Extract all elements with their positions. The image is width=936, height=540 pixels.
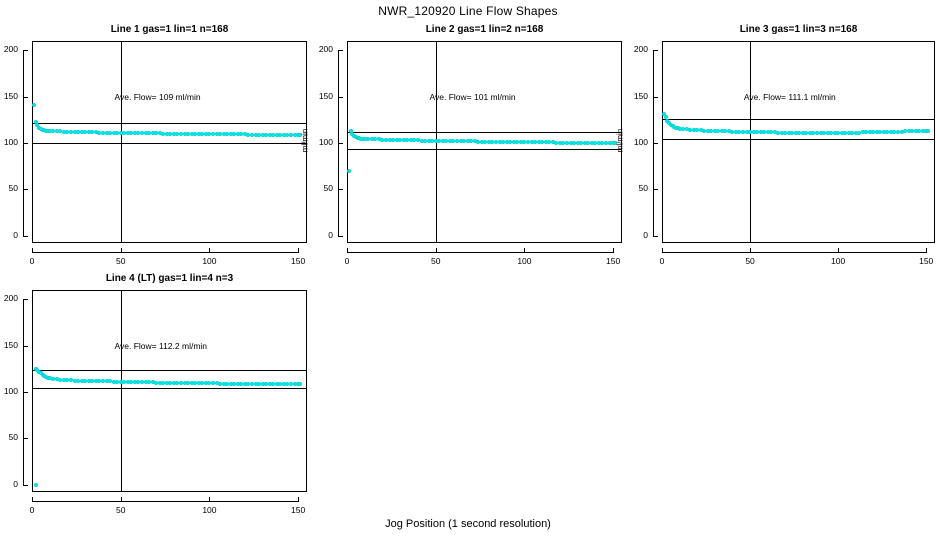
ave-flow-annotation: Ave. Flow= 111.1 ml/min xyxy=(743,91,836,102)
y-tick-label: 200 xyxy=(3,44,18,55)
ave-flow-annotation: Ave. Flow= 109 ml/min xyxy=(114,91,201,102)
y-tick-mark xyxy=(23,392,28,393)
y-tick-mark xyxy=(23,299,28,300)
x-tick-label: 100 xyxy=(202,256,217,266)
x-axis-line xyxy=(32,501,298,502)
x-tick-label: 100 xyxy=(517,256,532,266)
x-tick-mark xyxy=(209,497,210,502)
x-tick-label: 150 xyxy=(291,256,306,266)
x-tick-label: 0 xyxy=(659,256,665,266)
ave-flow-annotation: Ave. Flow= 101 ml/min xyxy=(429,91,516,102)
y-tick-label: 150 xyxy=(633,90,648,101)
y-tick-mark xyxy=(23,438,28,439)
y-tick-label: 200 xyxy=(3,293,18,304)
x-tick-mark xyxy=(32,497,33,502)
y-tick-label: 0 xyxy=(13,478,18,489)
data-point xyxy=(34,483,38,487)
x-tick-label: 50 xyxy=(745,256,755,266)
x-tick-label: 150 xyxy=(291,505,306,515)
x-tick-label: 50 xyxy=(115,505,126,515)
y-tick-label: 50 xyxy=(638,183,648,194)
y-tick-mark xyxy=(23,346,28,347)
y-tick-label: 50 xyxy=(323,183,333,194)
x-tick-label: 150 xyxy=(606,256,621,266)
reference-hline xyxy=(32,388,307,389)
chart-title: Line 3 gas=1 lin=3 n=168 xyxy=(739,24,858,35)
x-tick-label: 0 xyxy=(344,256,350,266)
y-axis-label: ml/min xyxy=(615,128,625,153)
y-tick-label: 100 xyxy=(318,136,333,147)
x-tick-label: 50 xyxy=(115,256,126,266)
y-tick-mark xyxy=(23,485,28,486)
x-tick-label: 100 xyxy=(202,505,217,515)
chart-title: Line 2 gas=1 lin=2 n=168 xyxy=(425,24,544,35)
y-axis-label: ml/min xyxy=(300,128,310,153)
x-tick-label: 0 xyxy=(29,256,35,266)
y-tick-label: 0 xyxy=(328,229,333,240)
x-tick-label: 150 xyxy=(919,256,934,266)
x-tick-label: 0 xyxy=(29,505,35,515)
x-tick-label: 50 xyxy=(430,256,441,266)
y-tick-label: 200 xyxy=(318,44,333,55)
page-title: NWR_120920 Line Flow Shapes xyxy=(378,4,558,18)
x-tick-mark xyxy=(121,497,122,502)
y-tick-label: 50 xyxy=(8,432,18,443)
data-point xyxy=(298,382,302,386)
reference-vline xyxy=(121,290,122,492)
reference-hline xyxy=(32,370,307,371)
ave-flow-annotation: Ave. Flow= 112.2 ml/min xyxy=(114,340,208,351)
y-tick-label: 150 xyxy=(3,339,18,350)
y-tick-label: 150 xyxy=(3,90,18,101)
x-tick-mark xyxy=(298,497,299,502)
y-tick-label: 100 xyxy=(3,385,18,396)
chart-title: Line 1 gas=1 lin=1 n=168 xyxy=(110,24,229,35)
y-tick-label: 50 xyxy=(8,183,18,194)
y-tick-label: 100 xyxy=(633,136,648,147)
y-tick-label: 200 xyxy=(633,44,648,55)
plot-area xyxy=(32,290,307,492)
y-tick-label: 100 xyxy=(3,136,18,147)
x-axis-label: Jog Position (1 second resolution) xyxy=(385,518,551,530)
y-tick-label: 0 xyxy=(643,229,648,240)
x-tick-label: 100 xyxy=(831,256,846,266)
y-tick-label: 0 xyxy=(13,229,18,240)
y-tick-label: 150 xyxy=(318,90,333,101)
chart-title: Line 4 (LT) gas=1 lin=4 n=3 xyxy=(105,273,234,284)
